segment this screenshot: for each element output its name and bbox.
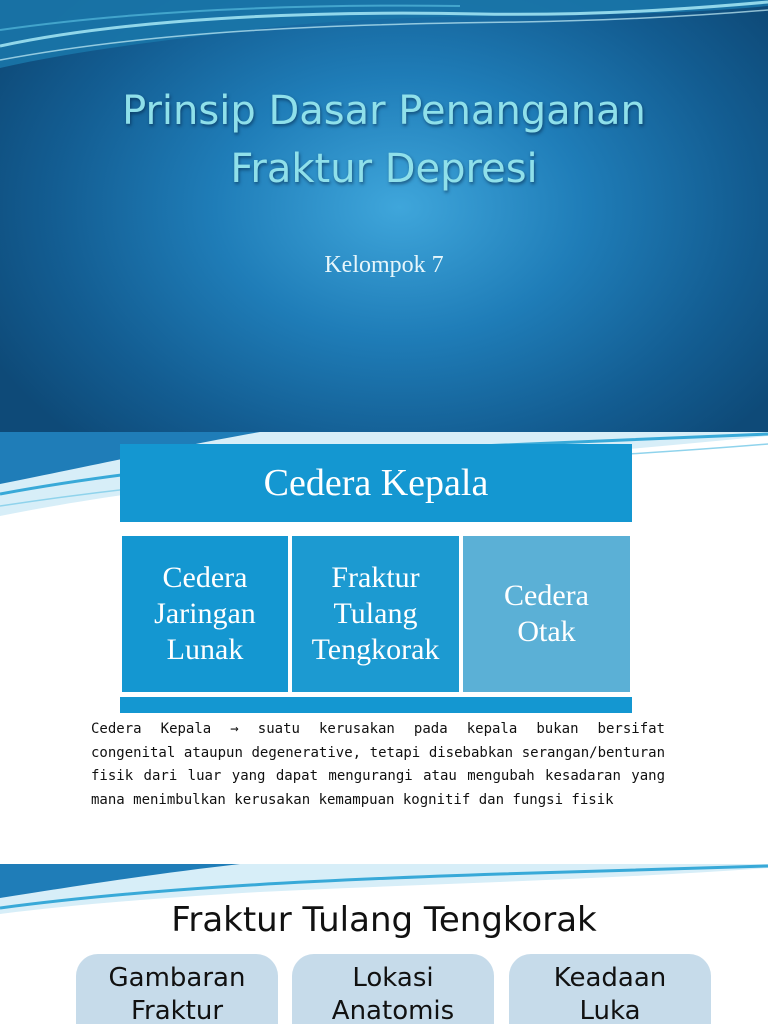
slide-title-line1: Prinsip Dasar Penanganan — [122, 88, 646, 134]
slide-title-line2: Fraktur Depresi — [230, 146, 538, 192]
slide-title — [0, 82, 768, 198]
card-gambaran-fraktur: Gambaran Fraktur — [76, 954, 278, 1024]
diagram-box-fraktur-tulang: Fraktur Tulang Tengkorak — [290, 534, 461, 694]
definition-slide — [0, 432, 768, 864]
diagram-header: Cedera Kepala — [120, 444, 632, 522]
slide-subtitle: Kelompok 7 — [324, 252, 444, 278]
cedera-kepala-diagram — [120, 444, 632, 700]
definition-text: Cedera Kepala → suatu kerusakan pada kepala bukan bersifat congenital ataupun degenerative, tetapi disebabkan serangan/benturan fisik dari luar yang dapat mengurangi atau mengubah kesadaran yang mana menimbulkan kerusakan kemampuan kognitif dan fungsi fisik — [91, 721, 665, 808]
wave-decoration — [0, 0, 768, 80]
diagram-box-jaringan-lunak: Cedera Jaringan Lunak — [120, 534, 290, 694]
fraktur-slide — [0, 864, 768, 1024]
fraktur-title: Fraktur Tulang Tengkorak — [171, 900, 597, 940]
diagram-box-cedera-otak: Cedera Otak — [461, 534, 632, 694]
card-keadaan-luka: Keadaan Luka — [509, 954, 711, 1024]
diagram-bottom-bar — [120, 695, 632, 713]
title-slide — [0, 0, 768, 432]
diagram-divider — [120, 695, 632, 697]
card-lokasi-anatomis: Lokasi Anatomis — [292, 954, 494, 1024]
